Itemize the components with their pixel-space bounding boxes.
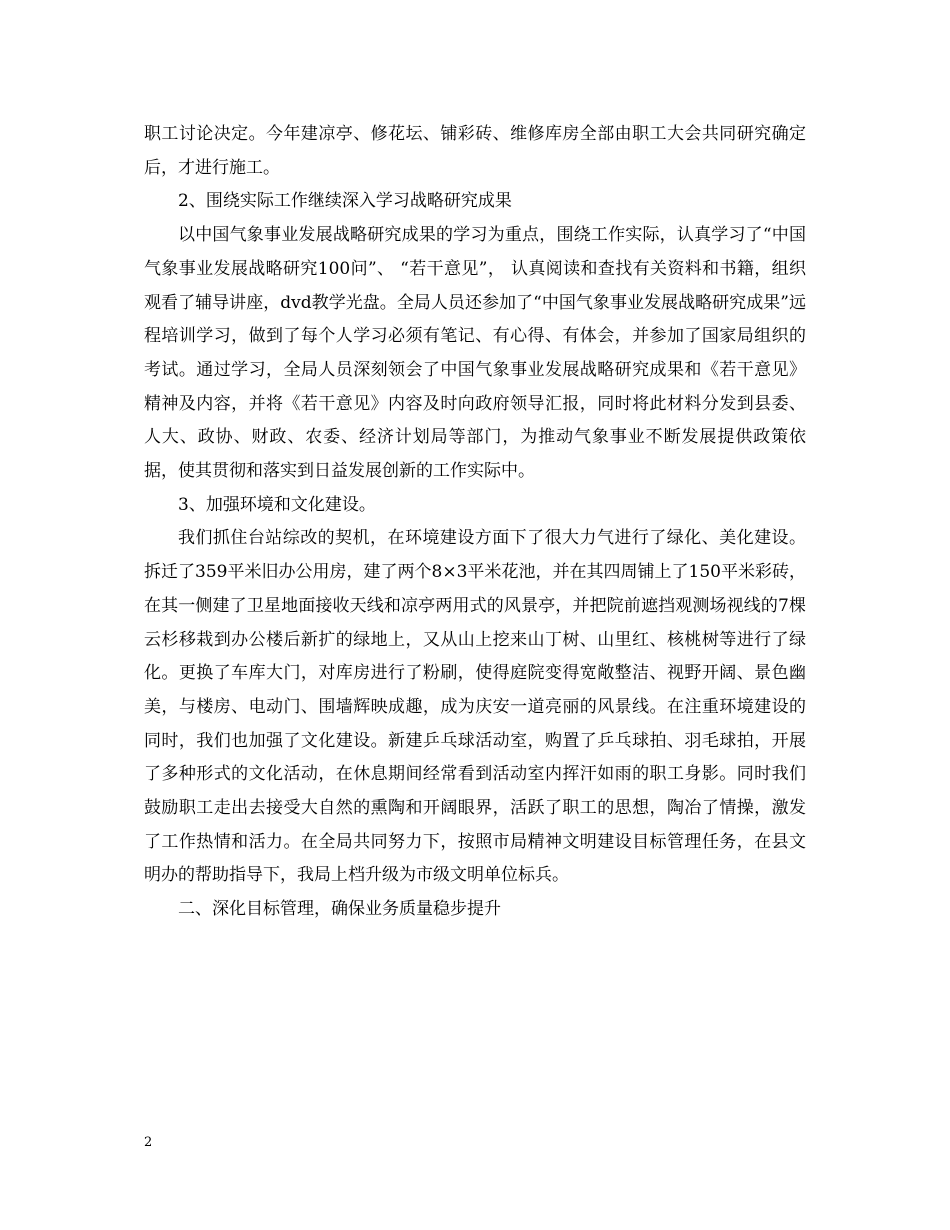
paragraph-2-heading: 2、围绕实际工作继续深入学习战略研究成果 [178,191,512,212]
page-number: 2 [144,1135,153,1150]
paragraph-6-heading: 二、深化目标管理，确保业务质量稳步提升 [178,899,501,920]
paragraph-4-heading: 3、加强环境和文化建设。 [178,494,376,515]
paragraph-1: 职工讨论决定。今年建凉亭、修花坛、铺彩砖、维修库房全部由职工大会共同研究确定后，才进行施工。 [144,124,806,178]
document-body [144,118,806,927]
paragraph-3: 以中国气象事业发展战略研究成果的学习为重点，围绕工作实际，认真学习了“中国气象事业发展战略研究100问”、 “若干意见”， 认真阅读和查找有关资料和书籍，组织观看了辅导讲座，dvd教学光盘。全局人员还参加了“中国气象事业发展战略研究成果”远程培训学习，做到了每个人学习必须有笔记、有心得、有体会，并参加了国家局组织的考试。通过学习，全局人员深刻领会了中国气象事业发展战略研究成果和《若干意见》精神及内容，并将《若干意见》内容及时向政府领导汇报，同时将此材料分发到县委、人大、政协、财政、农委、经济计划局等部门，为推动气象事业不断发展提供政策依据，使其贯彻和落实到日益发展创新的工作实际中。 [144,225,806,482]
paragraph-5: 我们抓住台站综改的契机，在环境建设方面下了很大力气进行了绿化、美化建设。拆迁了359平米旧办公用房，建了两个8×3平米花池，并在其四周铺上了150平米彩砖，在其一侧建了卫星地面接收天线和凉亭两用式的风景亭，并把院前遮挡观测场视线的7棵云杉移栽到办公楼后新扩的绿地上，又从山上挖来山丁树、山里红、核桃树等进行了绿化。更换了车库大门，对库房进行了粉刷，使得庭院变得宽敞整洁、视野开阔、景色幽美，与楼房、电动门、围墙辉映成趣，成为庆安一道亮丽的风景线。在注重环境建设的同时，我们也加强了文化建设。新建乒乓球活动室，购置了乒乓球拍、羽毛球拍，开展了多种形式的文化活动，在休息期间经常看到活动室内挥汗如雨的职工身影。同时我们鼓励职工走出去接受大自然的熏陶和开阔眼界，活跃了职工的思想，陶冶了情操，激发了工作热情和活力。在全局共同努力下，按照市局精神文明建设目标管理任务，在县文明办的帮助指导下，我局上档升级为市级文明单位标兵。 [144,528,806,886]
